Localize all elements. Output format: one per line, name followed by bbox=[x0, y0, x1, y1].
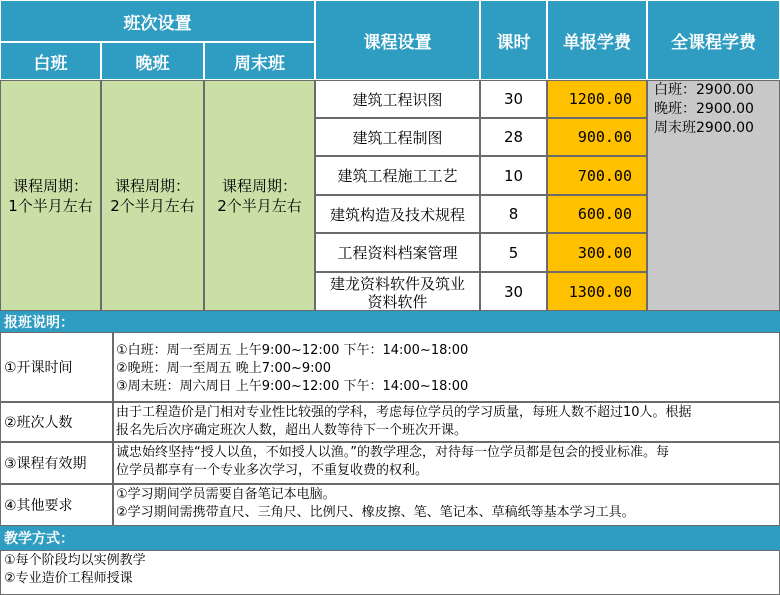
full-fee-day: 白班：2900.00 bbox=[654, 82, 754, 98]
course-fee: 1300.00 bbox=[547, 272, 647, 311]
text-line: 由于工程造价是门相对专业性比较强的学科，考虑每位学员的学习质量，每班人数不超过10人。根据 bbox=[116, 405, 692, 420]
header-class-setup: 班次设置 bbox=[0, 0, 315, 42]
enrollment-text-schedule bbox=[113, 332, 780, 402]
enrollment-text-class-size bbox=[113, 402, 780, 442]
course-fee: 900.00 bbox=[547, 118, 647, 156]
course-name bbox=[315, 272, 480, 311]
period-day-line1: 课程周期： bbox=[12, 176, 88, 195]
text-line: ②晚班：周一至周五 晚上7:00~9:00 bbox=[116, 361, 332, 376]
course-hours: 30 bbox=[480, 80, 547, 118]
teaching-title: 教学方式： bbox=[0, 526, 780, 550]
course-name-line1: 建龙资料软件及筑业 bbox=[329, 274, 465, 293]
text-line: 诚忠始终坚持“授人以鱼，不如授人以渔。”的教学理念，对待每一位学员都是包会的授业标准。每 bbox=[116, 445, 669, 460]
course-hours: 30 bbox=[480, 272, 547, 311]
enrollment-label-class-size: ②班次人数 bbox=[0, 402, 113, 442]
course-name: 建筑工程识图 bbox=[315, 80, 480, 118]
header-course-setup: 课程设置 bbox=[315, 0, 480, 80]
full-fee-evening: 晚班：2900.00 bbox=[654, 101, 754, 117]
course-hours: 8 bbox=[480, 195, 547, 233]
course-name: 建筑构造及技术规程 bbox=[315, 195, 480, 233]
enrollment-text-validity bbox=[113, 442, 780, 484]
period-evening-line1: 课程周期： bbox=[114, 176, 190, 195]
full-fee-block bbox=[647, 80, 780, 311]
period-evening-line2: 2个半月左右 bbox=[110, 196, 195, 215]
course-name-line2: 资料软件 bbox=[367, 292, 428, 311]
course-hours: 28 bbox=[480, 118, 547, 156]
course-name: 建筑工程施工工艺 bbox=[315, 156, 480, 195]
enrollment-title: 报班说明： bbox=[0, 311, 780, 332]
text-line: ①白班：周一至周五 上午9:00~12:00 下午：14:00~18:00 bbox=[116, 343, 469, 358]
header-full-fee: 全课程学费 bbox=[647, 0, 780, 80]
teaching-text bbox=[0, 550, 780, 595]
text-line: ③周末班：周六周日 上午9:00~12:00 下午：14:00~18:00 bbox=[116, 379, 469, 394]
text-line: 位学员都享有一个专业多次学习，不重复收费的权利。 bbox=[116, 463, 429, 478]
period-weekend-line1: 课程周期： bbox=[221, 176, 297, 195]
header-evening-class: 晚班 bbox=[101, 42, 204, 80]
course-fee: 300.00 bbox=[547, 233, 647, 272]
enrollment-text-other bbox=[113, 484, 780, 526]
course-name: 建筑工程制图 bbox=[315, 118, 480, 156]
course-fee: 700.00 bbox=[547, 156, 647, 195]
header-day-class: 白班 bbox=[0, 42, 101, 80]
text-line: ②学习期间需携带直尺、三角尺、比例尺、橡皮擦、笔、笔记本、草稿纸等基本学习工具。 bbox=[116, 505, 635, 520]
period-day bbox=[0, 80, 101, 311]
course-fee: 1200.00 bbox=[547, 80, 647, 118]
course-fee: 600.00 bbox=[547, 195, 647, 233]
text-line: ②专业造价工程师授课 bbox=[4, 571, 133, 586]
enrollment-label-other: ④其他要求 bbox=[0, 484, 113, 526]
course-name: 工程资料档案管理 bbox=[315, 233, 480, 272]
text-line: ①每个阶段均以实例教学 bbox=[4, 553, 146, 568]
text-line: 报名先后次序确定班次人数，超出人数等待下一个班次开课。 bbox=[116, 423, 468, 438]
header-weekend-class: 周末班 bbox=[204, 42, 315, 80]
period-weekend-line2: 2个半月左右 bbox=[217, 196, 302, 215]
header-hours: 课时 bbox=[480, 0, 547, 80]
period-evening bbox=[101, 80, 204, 311]
header-single-fee: 单报学费 bbox=[547, 0, 647, 80]
enrollment-label-schedule: ①开课时间 bbox=[0, 332, 113, 402]
enrollment-label-validity: ③课程有效期 bbox=[0, 442, 113, 484]
text-line: ①学习期间学员需要自备笔记本电脑。 bbox=[116, 487, 336, 502]
period-day-line2: 1个半月左右 bbox=[8, 196, 93, 215]
period-weekend bbox=[204, 80, 315, 311]
full-fee-weekend: 周末班2900.00 bbox=[654, 120, 754, 136]
course-hours: 5 bbox=[480, 233, 547, 272]
course-hours: 10 bbox=[480, 156, 547, 195]
